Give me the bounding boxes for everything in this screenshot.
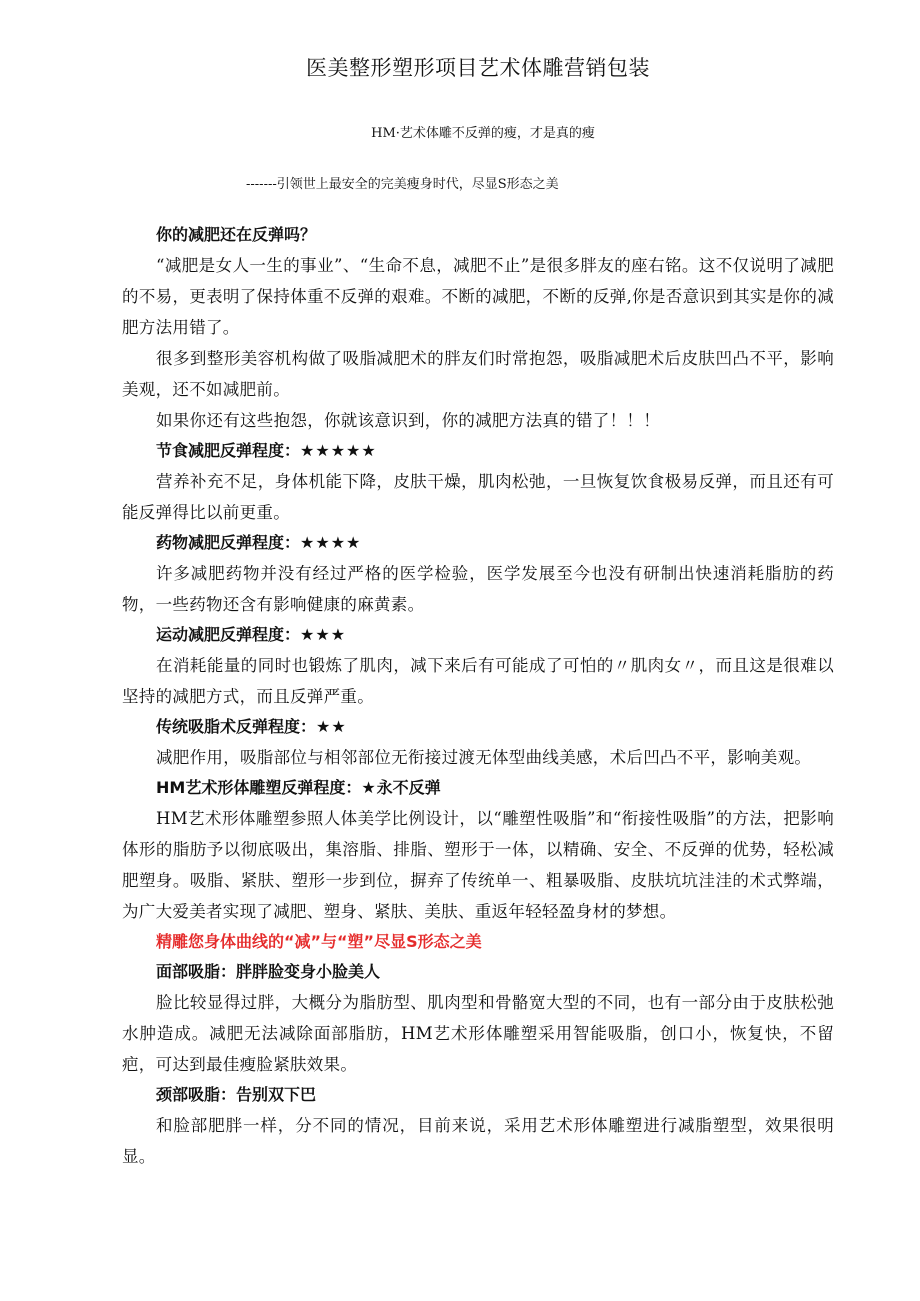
article-body: [122, 220, 834, 1172]
document-title: 医美整形塑形项目艺术体雕营销包装: [306, 56, 650, 80]
heading-sport-label: 运动减肥反弹程度：: [156, 625, 301, 644]
paragraph-sport: 在消耗能量的同时也锻炼了肌肉，减下来后有可能成了可怕的〃肌肉女〃，而且这是很难以坚持的减肥方式，而且反弹严重。: [122, 656, 834, 706]
paragraph-intro-2: 很多到整形美容机构做了吸脂减肥术的胖友们时常抱怨，吸脂减肥术后皮肤凹凸不平，影响美观，还不如减肥前。: [122, 349, 834, 399]
paragraph-neck: 和脸部肥胖一样，分不同的情况，目前来说，采用艺术形体雕塑进行减脂塑型，效果很明显。: [122, 1116, 834, 1166]
heading-drug-label: 药物减肥反弹程度：: [156, 533, 301, 552]
heading-hm: [122, 773, 834, 803]
heading-diet: [122, 436, 834, 466]
paragraph-intro-1: “减肥是女人一生的事业”、“生命不息，减肥不止”是很多胖友的座右铭。这不仅说明了减肥的不易，更表明了保持体重不反弹的艰难。不断的减肥，不断的反弹,你是否意识到其实是你的减肥方法用错了。: [122, 256, 834, 337]
heading-drug: [122, 528, 834, 558]
hm-rating-stars: ★: [361, 778, 377, 797]
sport-rating-stars: ★★★: [300, 625, 347, 644]
heading-lipo-label: 传统吸脂术反弹程度：: [156, 717, 317, 736]
heading-lipo: [122, 712, 834, 742]
paragraph-face: 脸比较显得过胖，大概分为脂肪型、肌肉型和骨骼宽大型的不同，也有一部分由于皮肤松弛水肿造成。减肥无法减除面部脂肪，HM艺术形体雕塑采用智能吸脂，创口小，恢复快，不留疤，可达到最佳瘦脸紧肤效果。: [122, 993, 834, 1074]
document-tagline: -------引领世上最安全的完美瘦身时代，尽显S形态之美: [246, 177, 559, 192]
paragraph-lipo: 减肥作用，吸脂部位与相邻部位无衔接过渡无体型曲线美感，术后凹凸不平，影响美观。: [156, 748, 812, 767]
diet-rating-stars: ★★★★★: [300, 441, 377, 460]
lipo-rating-stars: ★★: [316, 717, 347, 736]
hm-rating-suffix: 永不反弹: [376, 778, 441, 797]
heading-hm-label: HM艺术形体雕塑反弹程度：: [156, 778, 362, 797]
drug-rating-stars: ★★★★: [300, 533, 362, 552]
heading-sport: [122, 620, 834, 650]
paragraph-drug: 许多减肥药物并没有经过严格的医学检验，医学发展至今也没有研制出快速消耗脂肪的药物，一些药物还含有影响健康的麻黄素。: [122, 564, 834, 614]
heading-diet-label: 节食减肥反弹程度：: [156, 441, 301, 460]
paragraph-hm: HM艺术形体雕塑参照人体美学比例设计，以“雕塑性吸脂”和“衔接性吸脂”的方法，把影响体形的脂肪予以彻底吸出，集溶脂、排脂、塑形于一体，以精确、安全、不反弹的优势，轻松减肥塑身。吸脂、紧肤、塑形一步到位，摒弃了传统单一、粗暴吸脂、皮肤坑坑洼洼的术式弊端，为广大爱美者实现了减肥、塑身、紧肤、美肤、重返年轻轻盈身材的梦想。: [122, 809, 834, 921]
document-subtitle: HM·艺术体雕不反弹的瘦，才是真的瘦: [371, 126, 595, 141]
heading-face: 面部吸脂：胖胖脸变身小脸美人: [156, 962, 381, 981]
heading-red-slogan: 精雕您身体曲线的“减”与“塑”尽显S形态之美: [156, 932, 482, 951]
heading-neck: 颈部吸脂：告别双下巴: [156, 1085, 317, 1104]
paragraph-intro-3: 如果你还有这些抱怨，你就该意识到，你的减肥方法真的错了！！！: [156, 411, 660, 430]
paragraph-diet: 营养补充不足，身体机能下降，皮肤干燥，肌肉松弛，一旦恢复饮食极易反弹，而且还有可能反弹得比以前更重。: [122, 472, 834, 522]
heading-rebound-question: 你的减肥还在反弹吗？: [156, 225, 317, 244]
